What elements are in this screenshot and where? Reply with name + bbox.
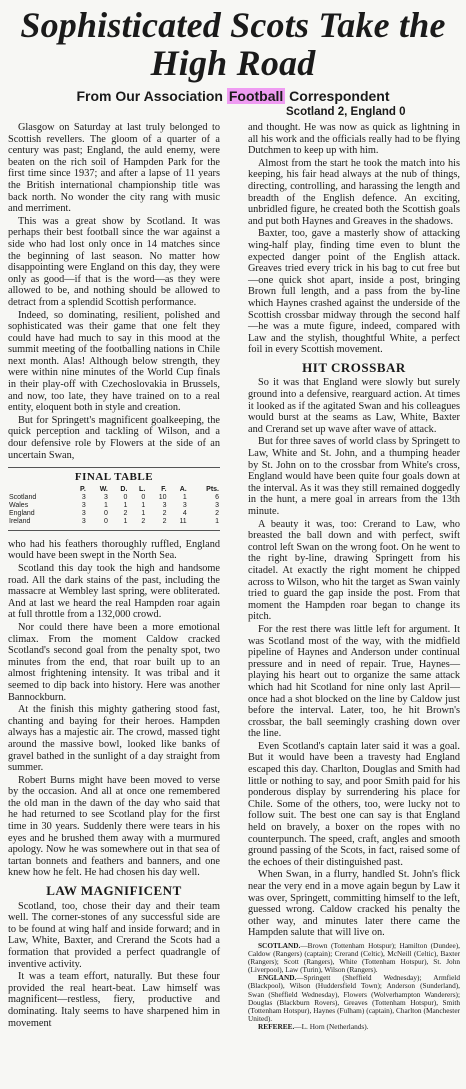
table-cell: 4 [182,509,187,517]
table-cell: 1 [215,517,219,525]
table-cell: 1 [141,501,146,509]
table-header-cell: Pts. [206,485,219,493]
table-header-cell: F. [161,485,167,493]
paragraph: Nor could there have been a more emotional climax. From the moment Caldow cracked Scotland's second goal from the penalty spot, two minutes from the end, that roar built up to an almost frightening intensity. It was tribal and it seemed to dip back into history. Here was another Bannockburn. [8,621,220,703]
lineup-players: —Springett (Sheffield Wednesday); Armfield (Blackpool), Wilson (Huddersfield Town); Anderson (Sunderland), Swan (Sheffield Wednesday), Flowers (Wolverhampton Wanderers); Douglas (Blackburn Rovers), Greaves (Tottenham Hotspur), Smith (Tottenham Hotspur), Haynes (Fulham) (captain), Charlton (Manchester United). [248,973,460,1023]
subheading-hit-crossbar: HIT CROSSBAR [302,359,406,375]
team-lineups [248,942,460,1031]
table-cell: 6 [215,493,219,501]
table-cell: Ireland [9,517,31,525]
table-cell: England [9,509,35,517]
table-cell: 3 [81,493,86,501]
table-cell: 1 [123,501,128,509]
table-cell: 1 [103,501,108,509]
paragraph: and thought. He was now as quick as lightning in all his work and the officials really had to be flying Dutchmen to keep up with him. [248,122,460,157]
paragraph: Robert Burns might have been moved to verse by the occasion. And all at once one remembered the old man in the dawn of the day who said that he had returned to see Scotland play for the first time in 30 years. Suddenly there were tears in his eyes and he brushed them away with a murmured apology. Now he was somewhere out in that sea of tartan bonnets and feathers and banners, and one knew how he felt. He had chosen his day well. [8,774,220,879]
table-header-cell: W. [99,485,108,493]
final-table-grid [8,486,220,526]
table-cell: 3 [81,517,86,525]
paragraph: Indeed, so dominating, resilient, polished and sophisticated was their game that one felt they could have had much to say in this mood at the summit meeting of the footballing nations in Chile next month. Alas! Although below strength, they were within nine minutes of the World Cup finals in their play-off with Czechoslovakia in Brussels, and now, too late, they have trained on to a real entity, eloquent both in style and creation. [8,309,220,414]
table-cell: 2 [141,517,146,525]
final-table-body [8,494,220,526]
table-cell: 0 [103,509,108,517]
lineup-team: SCOTLAND. [258,940,301,950]
table-cell: 10 [158,493,167,501]
lineup-entry [248,1023,460,1031]
paragraph: who had his feathers thoroughly ruffled, England would have been swept in the North Sea. [8,538,220,562]
right-top-paragraphs [248,122,460,356]
table-cell: 3 [215,501,219,509]
table-cell: 2 [162,517,167,525]
table-row [8,502,220,510]
byline-highlight: Football [228,88,284,104]
paragraph: Glasgow on Saturday at last truly belonged to Scottish revellers. The gloom of a quarter of a century was past; England, the auld enemy, were beaten on the rich soil of Hampden Park for the first time since 1937; and after a lapse of 11 years the British international championship title was back north. No wonder the city rang with music and merriment. [8,122,220,215]
lineup-entry [248,974,460,1023]
byline-prefix: From Our Association [76,88,227,104]
paragraph: Almost from the start he took the match into his keeping, his fair head always at the nub of things, directing, controlling, and harassing the length and breadth of the English defence. An exciting, unbridled figure, he created both the Scottish goals and put both Haynes and Greaves in the shadows. [248,157,460,227]
table-cell: 0 [141,493,146,501]
right-bottom-paragraphs [248,377,460,939]
byline [0,88,466,104]
right-column [248,122,460,1031]
lineup-team: ENGLAND. [258,973,297,983]
table-row [8,510,220,518]
match-score: Scotland 2, England 0 [286,106,406,118]
table-cell: 1 [123,517,128,525]
table-cell: Wales [9,501,29,509]
table-cell: 3 [81,509,86,517]
paragraph: Baxter, too, gave a masterly show of attacking wing-half play, finding time even to blunt the expected danger point of the English attack. Greaves tried every trick in his bag to cut free but—one quick shot apart, inside a post, bringing Brown full length, and a pass from the by-line which Haynes crashed against the underside of the Scottish crossbar midway through the second half—he was a mute figure, indeed, compared with Law and the stylish, thoughtful White, a perfect foil in every Scottish movement. [248,228,460,356]
paragraph: So it was that England were slowly but surely ground into a defensive, rearguard action. At times it looked as if the agitated Swan and his colleagues would burst at the seams as Law, White, Baxter and Crerand set up wave after wave of attack. [248,377,460,435]
table-header-cell: A. [179,485,187,493]
paragraph: When Swan, in a flurry, handled St. John's flick near the very end in a move again begun by Law it was over, Springett, committing himself to the left, guessed wrong. Caldow cracked his penalty the other way, and minutes later there came the Hampden salute that will live on. [248,869,460,939]
table-cell: 0 [103,517,108,525]
paragraph: But for three saves of world class by Springett to Law, White and St. John, and a thumping header by St. John on to the crossbar from White's cross, England would have been quite four goals down at the interval. As it was they still remained doggedly in the hunt, a mere goal in arrears from the 13th minute. [248,436,460,517]
paragraph: For the rest there was little left for argument. It was Scotland most of the way, with the midfield pipeline of Haynes and Anderson under continual pressure and in need of repair. True, Haynes—playing his heart out to organize the same attack which had hit Scotland for nine only last April—once had a shot blocked on the line by Caldow just before the interval. Later, too, he hit Brown's crossbar, the ball seemingly crashing down over the line. [248,623,460,740]
table-header-cell: L. [139,485,146,493]
paragraph: At the finish this mighty gathering stood fast, chanting and baying for their heroes. Hampden always has a majestic air. The crowd, massed tight around the massive bowl, looked like banks of gravel bathed in the sunlight of a day straight from summer. [8,704,220,774]
paragraph: It was a team effort, naturally. But these four provided the real heart-beat. Law himself was magnificent—restless, fiery, productive and dominating. Italy seems to have sharpened him in movement [8,971,220,1029]
lineup-team: REFEREE. [258,1021,295,1031]
lineup-players: —L. Horn (Netherlands). [294,1021,369,1031]
left-bottom-paragraphs [8,901,220,1030]
table-header-cell: D. [120,485,128,493]
final-table-header-row [8,486,220,494]
paragraph: Scotland, too, chose their day and their team well. The corner-stones of any successful side are to be found at wing half and inside forward; and in Law, White, Baxter, and Crerand the Scots had a formation that provided a perfect quadrangle of inventive activity. [8,900,220,970]
table-cell: Scotland [9,493,37,501]
table-row [8,494,220,502]
left-top-paragraphs [8,122,220,461]
paragraph: Even Scotland's captain later said it was a goal. But it would have been a travesty had England escaped this day. Charlton, Douglas and Smith had little or nothing to say, and poor Smith paid for his ponderous display by surrendering his place for Chile. Some of the others, too, were lucky not to follow suit. The best one can say is that England held on bravely, a boxer on the ropes with no counterpunch. The speed, craft, angles and smooth ground passing of the Scots, in fact, raised some of the echoes of their distinguished past. [248,740,460,868]
table-cell: 3 [162,501,167,509]
paragraph: Scotland this day took the high and handsome road. All the dark stains of the past, including the massacre at Wembley last spring, were obliterated. And at last we heard the real Hampden roar again at full throttle from a 132,000 crowd. [8,563,220,621]
table-cell: 1 [182,493,187,501]
table-cell: 1 [141,509,146,517]
table-cell: 3 [103,493,108,501]
paragraph: This was a great show by Scotland. It was perhaps their best football since the war against a side who had lost only once in 14 matches since the beginning of last season. No matter how disappointing were England on this day, they were only as good—if that is the word—as they were allowed to be, and nothing should be allowed to detract from a splendid Scottish performance. [8,215,220,308]
subheading-law-magnificent: LAW MAGNIFICENT [46,883,182,899]
table-cell: 3 [182,501,187,509]
table-header-cell: P. [80,485,86,493]
final-table-title: FINAL TABLE [74,471,154,484]
lineup-players: —Brown (Tottenham Hotspur); Hamilton (Dundee), Caldow (Rangers) (captain); Crerand (Celtic), McNeill (Celtic), Baxter (Rangers); Scott (Rangers), White (Tottenham Hotspur), St. John (Liverpool), Law (Turin), Wilson (Rangers). [248,940,460,975]
table-cell: 2 [215,509,219,517]
left-column [8,122,220,1030]
table-row [8,518,220,526]
final-table [8,467,220,531]
byline-suffix: Correspondent [285,88,390,104]
lineup-entry [248,942,460,974]
table-header-cell [8,486,70,494]
paragraph: A beauty it was, too: Crerand to Law, who breasted the ball down and with perfect, swift control left Swan on the wrong foot. On he went to the right by-line, drawing Springett from his citadel. At exactly the right moment he chipped across to Wilson, who hit the target as Swan vainly tried to guard the gap inside the post. From that moment the Hampden roar began to change its pitch. [248,518,460,623]
table-cell: 3 [81,501,86,509]
headline: Sophisticated Scots Take the High Road [20,5,446,83]
table-cell: 0 [123,493,128,501]
table-cell: 2 [162,509,167,517]
left-mid-paragraphs [8,539,220,879]
paragraph: But for Springett's magnificent goalkeeping, the quick perception and tackling of Wilson, and a dour defensive role by Flowers at the side of an uncertain Swan, [8,414,220,461]
table-cell: 11 [179,517,187,525]
table-cell: 2 [123,509,128,517]
